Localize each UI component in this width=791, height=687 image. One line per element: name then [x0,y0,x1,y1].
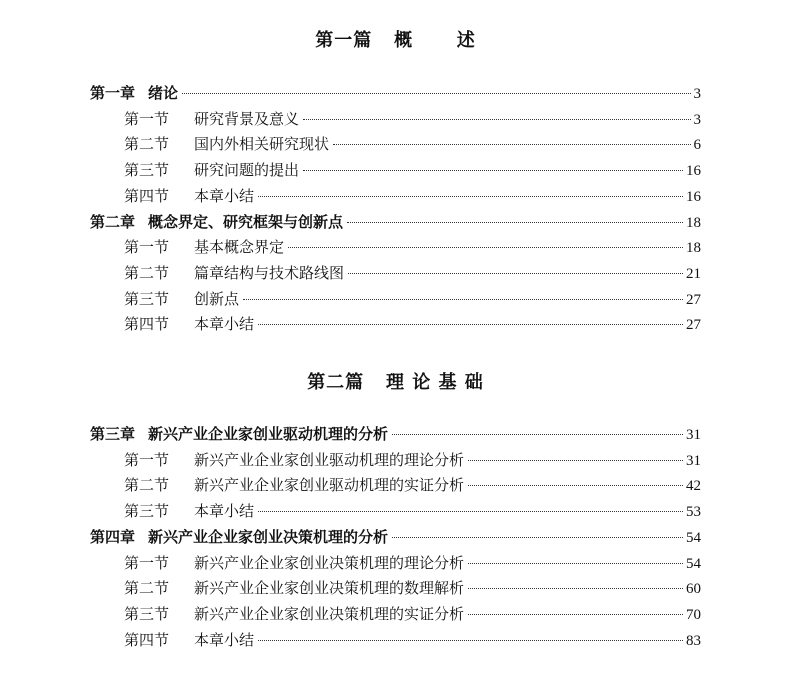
page-number: 27 [686,291,701,308]
section-title: 本章小结 [194,315,255,334]
section-number: 第二节 [124,135,170,154]
toc-section-entry[interactable] [124,289,701,309]
dot-leader [182,92,690,94]
section-number: 第四节 [124,186,170,205]
toc-section-entry[interactable] [124,314,701,334]
toc-chapter-entry[interactable] [90,527,701,547]
page-number: 6 [693,137,701,154]
section-title: 基本概念界定 [194,238,285,257]
page-number: 16 [686,188,701,205]
page-number: 83 [686,632,701,649]
dot-leader [258,323,683,325]
section-number: 第三节 [124,604,170,623]
section-number: 第四节 [124,630,170,649]
section-number: 第二节 [124,579,170,598]
dot-leader [258,639,683,641]
section-number: 第一节 [124,109,170,128]
toc-section-entry[interactable] [124,630,701,650]
section-number: 第二节 [124,263,170,282]
page-number: 60 [686,581,701,598]
section-title: 新兴产业企业家创业决策机理的实证分析 [194,604,465,623]
toc-chapter-entry[interactable] [90,424,701,444]
toc-section-entry[interactable] [124,134,701,154]
chapter-title: 绪论 [148,84,179,102]
dot-leader [303,118,690,120]
page-number: 27 [686,317,701,334]
toc-section-entry[interactable] [124,186,701,206]
section-number: 第一节 [124,553,170,572]
dot-leader [468,613,683,615]
page-number: 70 [686,606,701,623]
page-number: 3 [693,86,701,102]
dot-leader [243,298,683,300]
section-title: 研究背景及意义 [194,109,300,128]
page-number: 54 [686,529,701,546]
page-number: 53 [686,504,701,521]
section-number: 第一节 [124,450,170,469]
toc-section-entry[interactable] [124,450,701,470]
toc-section-entry[interactable] [124,263,701,283]
part-title: 第二篇 理 论 基 础 [307,372,484,393]
section-title: 研究问题的提出 [194,161,300,180]
dot-leader [468,459,683,461]
toc-section-entry[interactable] [124,553,701,573]
chapter-title: 概念界定、研究框架与创新点 [148,212,344,231]
section-title: 新兴产业企业家创业决策机理的理论分析 [194,553,465,572]
dot-leader [347,221,683,223]
section-number: 第三节 [124,161,170,180]
section-title: 本章小结 [194,630,255,649]
section-number: 第三节 [124,289,170,308]
section-number: 第四节 [124,315,170,334]
dot-leader [258,195,683,197]
toc-section-entry[interactable] [124,475,701,495]
section-title: 创新点 [194,289,240,308]
toc-section-entry[interactable] [124,109,701,129]
page-number: 18 [686,240,701,257]
dot-leader [348,272,683,274]
dot-leader [468,484,683,486]
chapter-number: 第一章 [90,84,136,102]
section-title: 本章小结 [194,502,255,521]
page-number: 54 [686,555,701,572]
page-number: 31 [686,452,701,469]
section-title: 篇章结构与技术路线图 [194,263,345,282]
page-number: 18 [686,214,701,231]
dot-leader [333,143,690,145]
dot-leader [392,536,683,538]
section-title: 新兴产业企业家创业驱动机理的实证分析 [194,476,465,495]
part-title: 第一篇 概 述 [315,30,476,51]
dot-leader [303,169,683,171]
dot-leader [468,587,683,589]
dot-leader [392,433,683,435]
page-number: 3 [693,111,701,128]
section-number: 第二节 [124,476,170,495]
chapter-number: 第四章 [90,527,136,546]
toc-section-entry[interactable] [124,501,701,521]
chapter-title: 新兴产业企业家创业驱动机理的分析 [148,425,389,443]
page-number: 42 [686,478,701,495]
chapter-number: 第二章 [90,212,136,231]
section-number: 第一节 [124,238,170,257]
toc-section-entry[interactable] [124,237,701,257]
toc-chapter-entry[interactable] [90,83,701,103]
dot-leader [468,562,683,564]
toc-section-entry[interactable] [124,160,701,180]
section-number: 第三节 [124,502,170,521]
section-title: 新兴产业企业家创业驱动机理的理论分析 [194,450,465,469]
page-number: 21 [686,265,701,282]
dot-leader [288,246,683,248]
toc-section-entry[interactable] [124,578,701,598]
chapter-title: 新兴产业企业家创业决策机理的分析 [148,527,389,546]
toc-section-entry[interactable] [124,604,701,624]
section-title: 本章小结 [194,186,255,205]
dot-leader [258,510,683,512]
section-title: 新兴产业企业家创业决策机理的数理解析 [194,579,465,598]
page-number: 16 [686,163,701,180]
page-number: 31 [686,427,701,443]
section-title: 国内外相关研究现状 [194,135,330,154]
toc-chapter-entry[interactable] [90,212,701,232]
chapter-number: 第三章 [90,425,136,443]
